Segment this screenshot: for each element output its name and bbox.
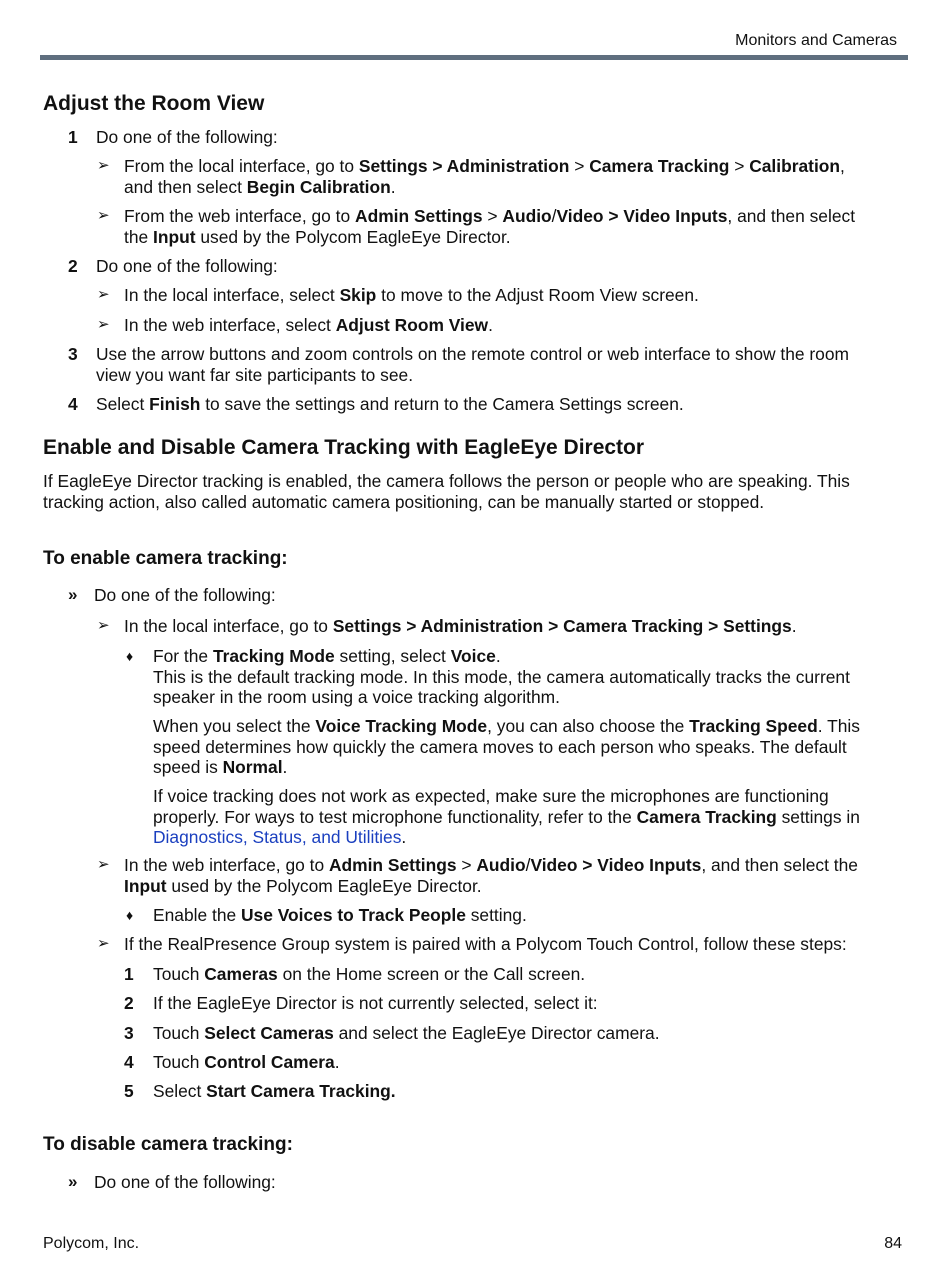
instruction-local-calibration: From the local interface, go to Settings > Administration > Camera Tracking > Calibration, and then select Begin Calibration.	[124, 156, 845, 197]
instruction-adjust-room-view: In the web interface, select Adjust Room View.	[124, 315, 493, 335]
raquo-bullet-icon: »	[68, 1172, 78, 1191]
diagnostics-link[interactable]: Diagnostics, Status, and Utilities	[153, 827, 402, 847]
instruction-use-voices: Enable the Use Voices to Track People setting.	[153, 905, 527, 925]
instruction-web-video-inputs: From the web interface, go to Admin Settings > Audio/Video > Video Inputs, and then select the Input used by the Polycom EagleEye Director.	[124, 206, 856, 247]
intro-paragraph: If EagleEye Director tracking is enabled, the camera follows the person or people who are speaking. This tracking action, also called automatic camera positioning, can be manually started or stopped.	[43, 471, 850, 512]
step-text: Select Start Camera Tracking.	[153, 1081, 396, 1101]
heading-to-disable: To disable camera tracking:	[43, 1134, 293, 1155]
arrow-bullet-icon: ➢	[97, 617, 110, 634]
step-text: Do one of the following:	[96, 256, 278, 276]
instruction-voice-mode: For the Tracking Mode setting, select Voice. This is the default tracking mode. In this mode, the camera automatically tracks the current speaker in the room using a voice tracking algorithm.	[153, 646, 850, 707]
step-number: 2	[124, 993, 134, 1013]
step-text: Do one of the following:	[96, 127, 278, 147]
step-text: Touch Cameras on the Home screen or the Call screen.	[153, 964, 586, 984]
heading-to-enable: To enable camera tracking:	[43, 548, 288, 569]
raquo-bullet-icon: »	[68, 585, 78, 604]
paragraph-diagnostics: If voice tracking does not work as expected, make sure the microphones are functioning properly. For ways to test microphone functionality, refer to the Camera Tracking settings in Diagnostics, Status, and Utilities.	[153, 786, 860, 847]
arrow-bullet-icon: ➢	[97, 207, 110, 224]
instruction-touch-control: If the RealPresence Group system is paired with a Polycom Touch Control, follow these steps:	[124, 934, 847, 954]
step-number: 2	[68, 256, 78, 276]
heading-enable-disable-tracking: Enable and Disable Camera Tracking with EagleEye Director	[43, 436, 645, 459]
instruction-web-video-inputs: In the web interface, go to Admin Settings > Audio/Video > Video Inputs, and then select the Input used by the Polycom EagleEye Director.	[124, 855, 858, 896]
step-number: 3	[124, 1023, 134, 1043]
footer-company: Polycom, Inc.	[43, 1235, 140, 1252]
arrow-bullet-icon: ➢	[97, 935, 110, 952]
step-text: Touch Select Cameras and select the EagleEye Director camera.	[153, 1023, 660, 1043]
step-number: 5	[124, 1081, 134, 1101]
heading-adjust-room-view: Adjust the Room View	[43, 92, 265, 115]
step-number: 1	[68, 127, 78, 147]
paragraph-tracking-speed: When you select the Voice Tracking Mode, you can also choose the Tracking Speed. This speed determines how quickly the camera moves to each person who speaks. The default speed is Normal.	[153, 716, 860, 777]
instruction-select-skip: In the local interface, select Skip to move to the Adjust Room View screen.	[124, 285, 699, 305]
step-text: Use the arrow buttons and zoom controls on the remote control or web interface to show the room view you want far site participants to see.	[96, 344, 850, 385]
step-number: 4	[124, 1052, 134, 1072]
arrow-bullet-icon: ➢	[97, 157, 110, 174]
step-number: 3	[68, 344, 78, 364]
arrow-bullet-icon: ➢	[97, 856, 110, 873]
arrow-bullet-icon: ➢	[97, 316, 110, 333]
lead-text: Do one of the following:	[94, 1172, 276, 1192]
header-rule	[40, 55, 908, 60]
diamond-bullet-icon: ♦	[126, 907, 134, 923]
step-text: Select Finish to save the settings and return to the Camera Settings screen.	[96, 394, 684, 414]
step-text: If the EagleEye Director is not currently selected, select it:	[153, 993, 598, 1013]
page-number: 84	[884, 1235, 902, 1252]
running-header: Monitors and Cameras	[735, 32, 897, 49]
diamond-bullet-icon: ♦	[126, 648, 134, 664]
lead-text: Do one of the following:	[94, 585, 276, 605]
step-number: 4	[68, 394, 78, 414]
arrow-bullet-icon: ➢	[97, 286, 110, 303]
step-number: 1	[124, 964, 134, 984]
step-text: Touch Control Camera.	[153, 1052, 340, 1072]
instruction-local-settings: In the local interface, go to Settings > Administration > Camera Tracking > Settings.	[124, 616, 797, 636]
